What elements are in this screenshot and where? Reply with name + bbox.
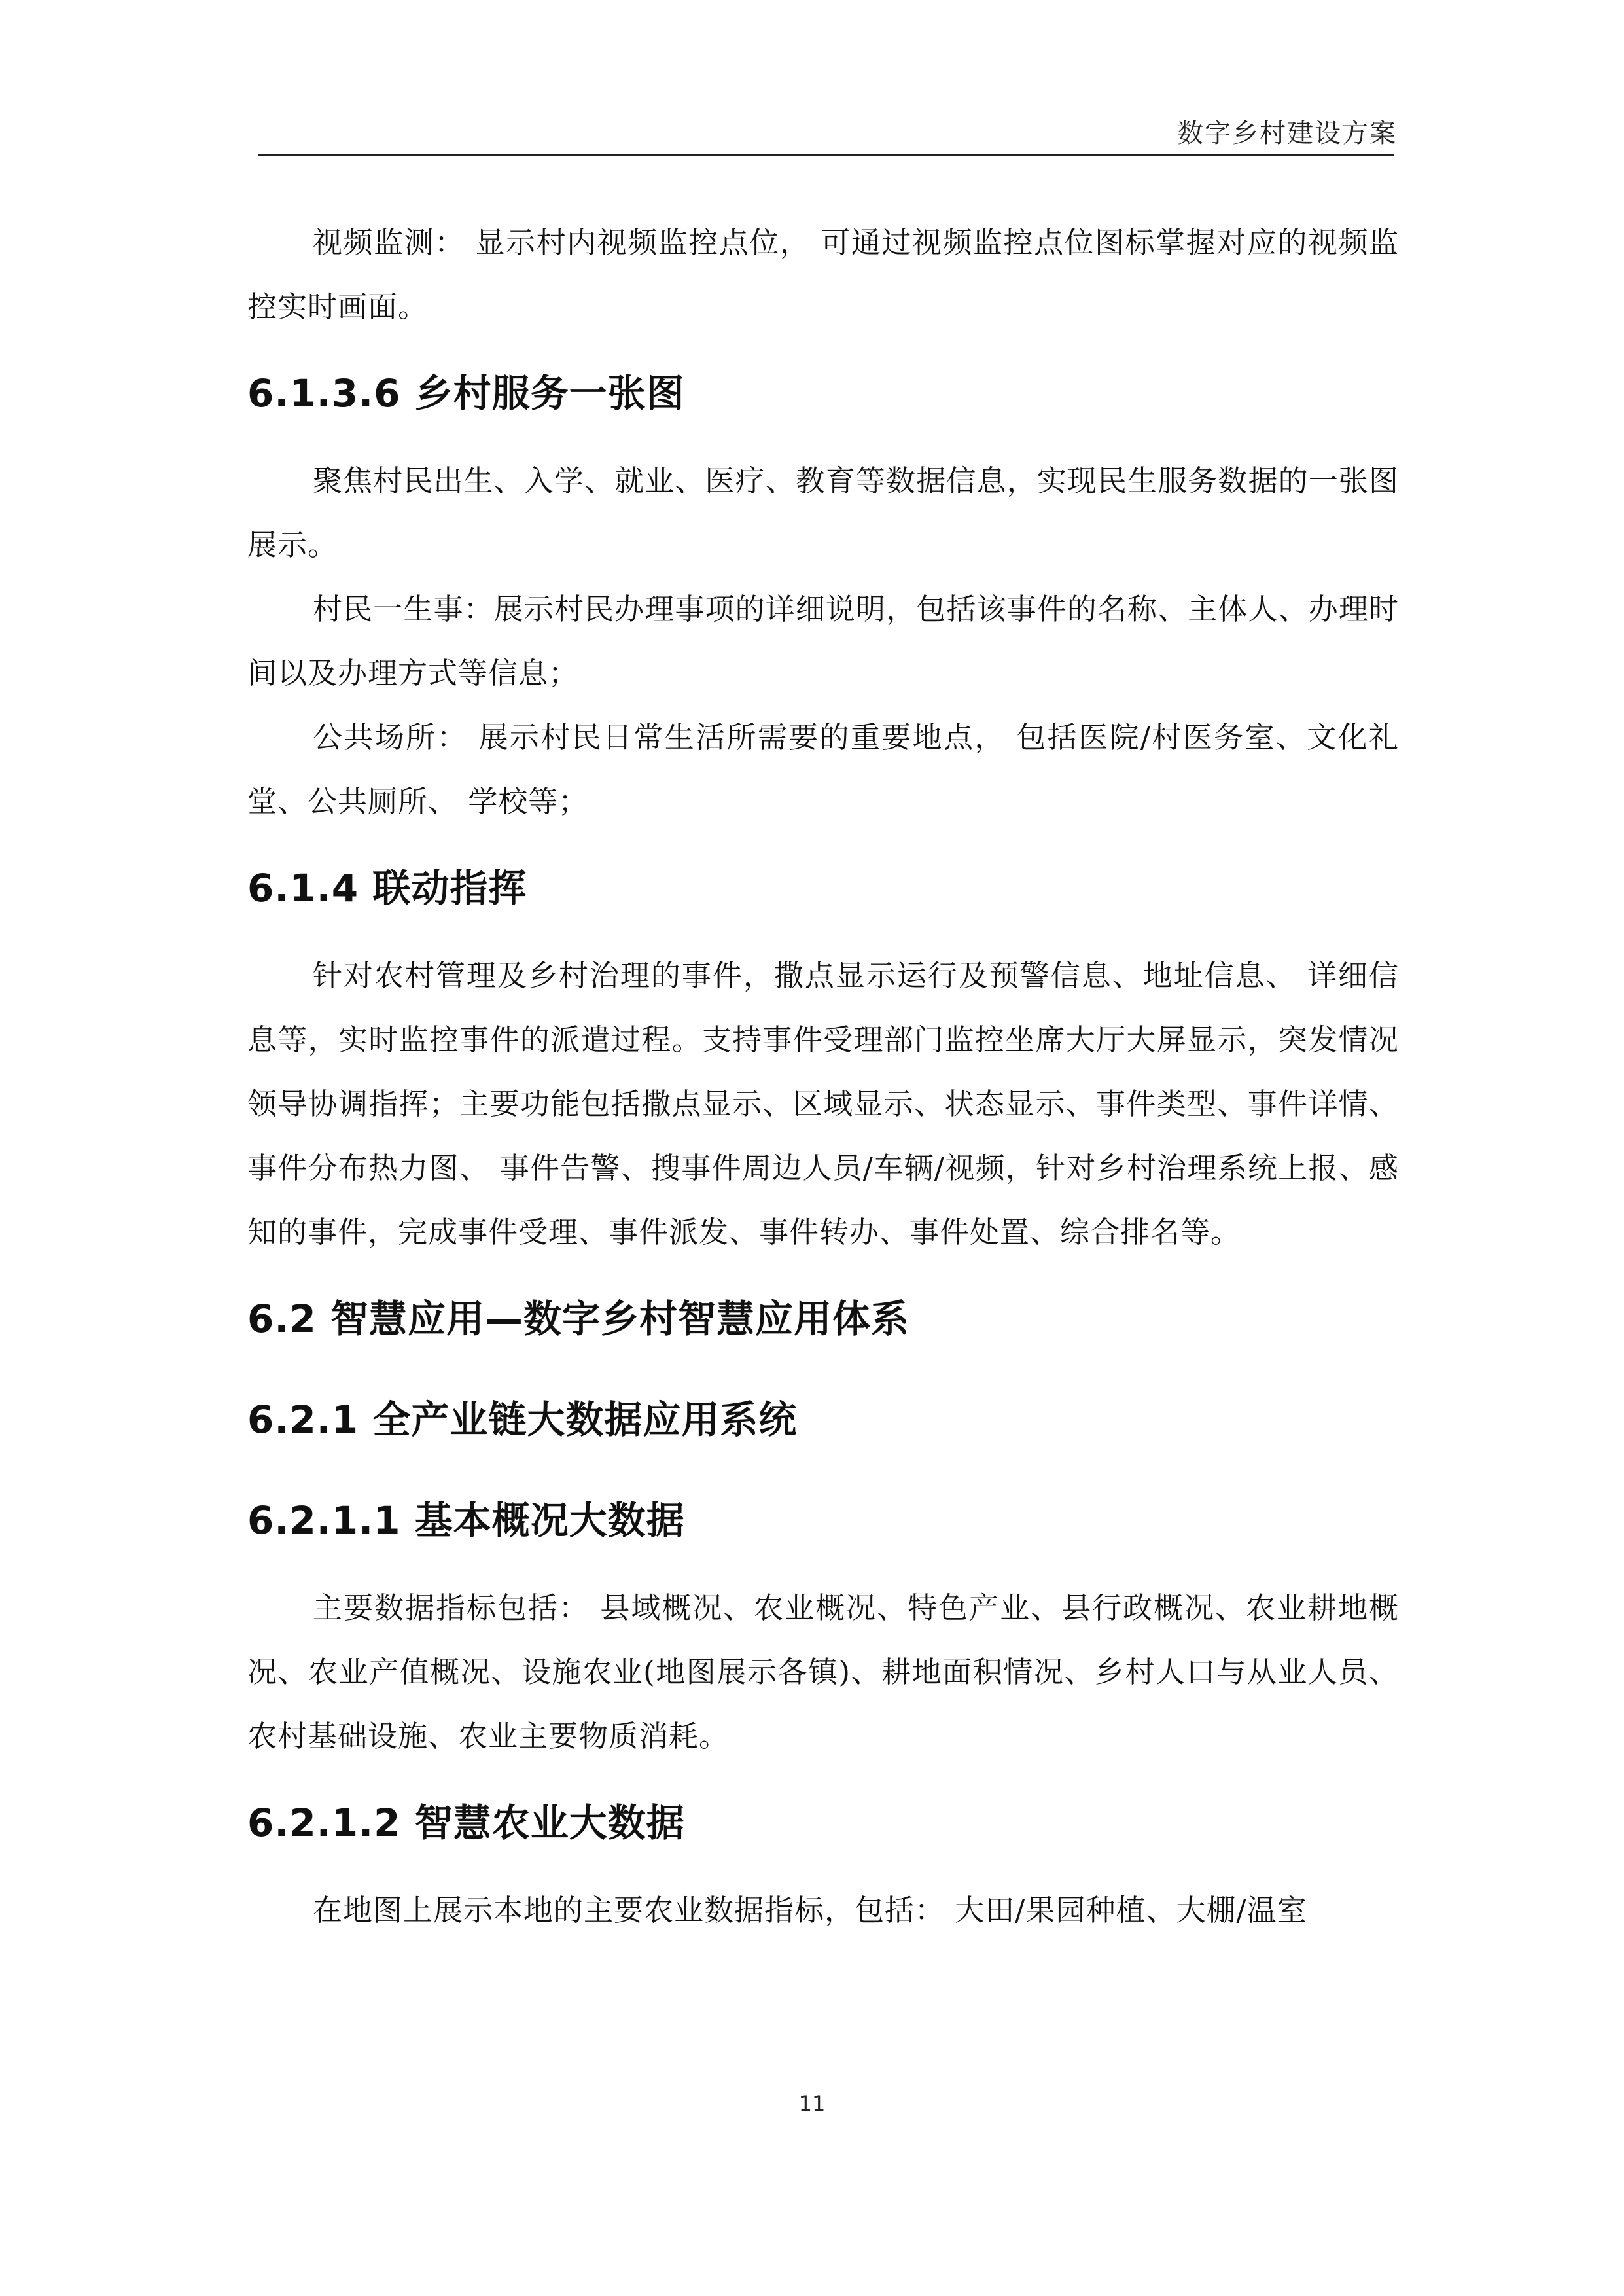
- paragraph-linked-command: 针对农村管理及乡村治理的事件，撒点显示运行及预警信息、地址信息、 详细信息等，实时监控事件的派遣过程。支持事件受理部门监控坐席大厅大屏显示，突发情况领导协调指挥；主要功能包括撒点显示、区域显示、状态显示、事件类型、事件详情、事件分布热力图、 事件告警、搜事件周边人员/车辆/视频，针对乡村治理系统上报、感知的事件，完成事件受理、事件派发、事件转办、事件处置、综合排名等。: [247, 958, 1399, 1249]
- document-body: [247, 211, 1399, 1943]
- paragraph-public-places: 公共场所： 展示村民日常生活所需要的重要地点， 包括医院/村医务室、文化礼堂、公共厕所、 学校等；: [247, 720, 1399, 819]
- section-heading-6-1-3-6: 6.1.3.6 乡村服务一张图: [247, 371, 685, 416]
- section-heading-6-2-1-2: 6.2.1.2 智慧农业大数据: [247, 1801, 685, 1845]
- header-title: 数字乡村建设方案: [1177, 118, 1397, 149]
- section-heading-6-1-4: 6.1.4 联动指挥: [247, 866, 527, 910]
- page-number: 11: [798, 2091, 826, 2116]
- paragraph-video-monitoring: 视频监测： 显示村内视频监控点位， 可通过视频监控点位图标掌握对应的视频监控实时画面。: [247, 225, 1399, 324]
- section-heading-6-2-1: 6.2.1 全产业链大数据应用系统: [247, 1397, 798, 1442]
- paragraph-service-map-intro: 聚焦村民出生、入学、就业、医疗、教育等数据信息，实现民生服务数据的一张图展示。: [247, 463, 1399, 562]
- section-heading-6-2-1-1: 6.2.1.1 基本概况大数据: [247, 1498, 685, 1543]
- paragraph-basic-overview-data: 主要数据指标包括： 县域概况、农业概况、特色产业、县行政概况、农业耕地概况、农业产值概况、设施农业(地图展示各镇)、耕地面积情况、乡村人口与从业人员、农村基础设施、农业主要物质消耗。: [247, 1590, 1399, 1753]
- paragraph-villager-lifetime-affairs: 村民一生事：展示村民办理事项的详细说明，包括该事件的名称、主体人、办理时间以及办理方式等信息；: [247, 592, 1399, 691]
- header-divider: [258, 154, 1394, 156]
- section-heading-6-2: 6.2 智慧应用—数字乡村智慧应用体系: [247, 1297, 909, 1341]
- paragraph-smart-agriculture-data: 在地图上展示本地的主要农业数据指标，包括： 大田/果园种植、大棚/温室: [313, 1893, 1307, 1928]
